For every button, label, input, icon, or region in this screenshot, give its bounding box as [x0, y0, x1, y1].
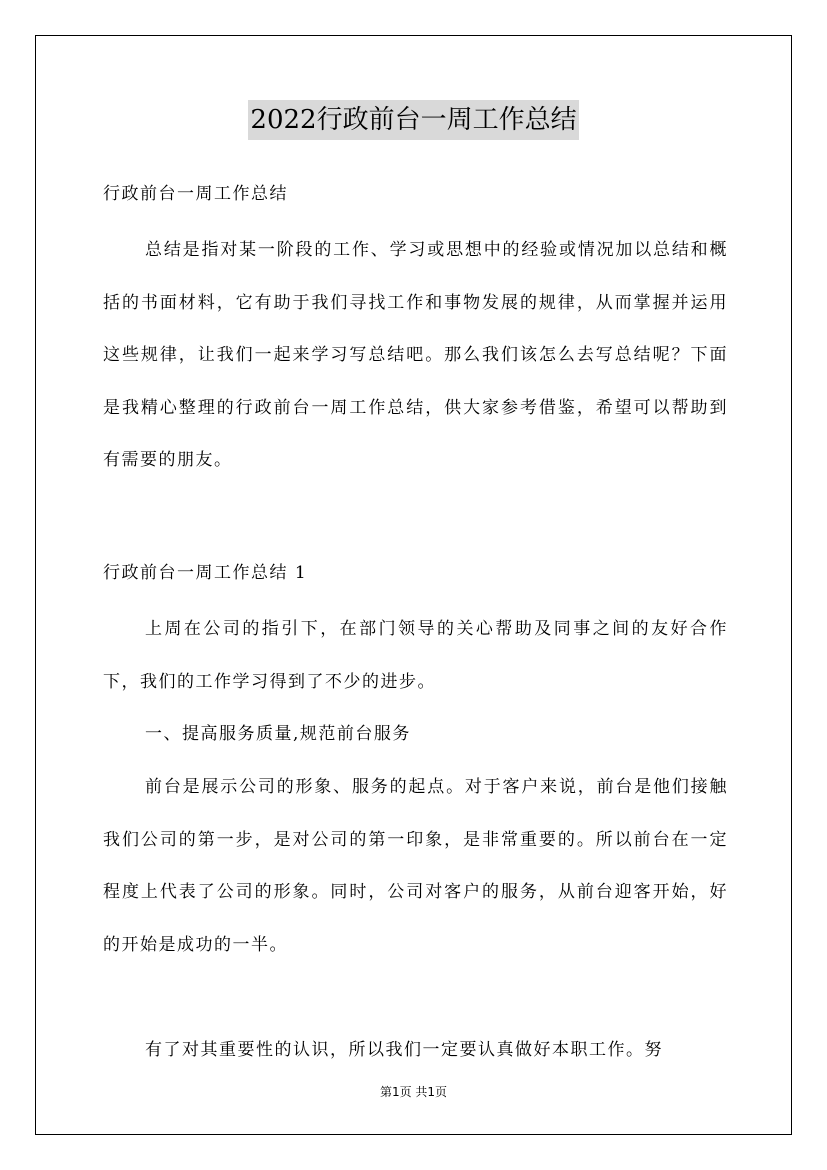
document-title: 2022行政前台一周工作总结: [248, 100, 578, 140]
section-1-paragraph-3: 有了对其重要性的认识，所以我们一定要认真做好本职工作。努: [145, 1040, 663, 1060]
section-1-paragraph-1: 上周在公司的指引下，在部门领导的关心帮助及同事之间的友好合作下，我们的工作学习得到了不少的进步。: [103, 619, 728, 692]
title-wrap: [0, 100, 827, 140]
page-footer: 第1页 共1页: [379, 1085, 448, 1099]
document-subtitle: 行政前台一周工作总结: [103, 184, 288, 204]
intro-paragraph: 总结是指对某一阶段的工作、学习或思想中的经验或情况加以总结和概括的书面材料，它有助于我们寻找工作和事物发展的规律，从而掌握并运用这些规律，让我们一起来学习写总结吧。那么我们该怎么去写总结呢？下面是我精心整理的行政前台一周工作总结，供大家参考借鉴，希望可以帮助到有需要的朋友。: [103, 240, 728, 471]
section-1-point-1: 一、提高服务质量,规范前台服务: [145, 724, 411, 744]
section-1-paragraph-2: 前台是展示公司的形象、服务的起点。对于客户来说，前台是他们接触我们公司的第一步，是对公司的第一印象，是非常重要的。所以前台在一定程度上代表了公司的形象。同时，公司对客户的服务，从前台迎客开始，好的开始是成功的一半。: [103, 777, 728, 955]
section-1-title: 行政前台一周工作总结 1: [103, 563, 308, 583]
